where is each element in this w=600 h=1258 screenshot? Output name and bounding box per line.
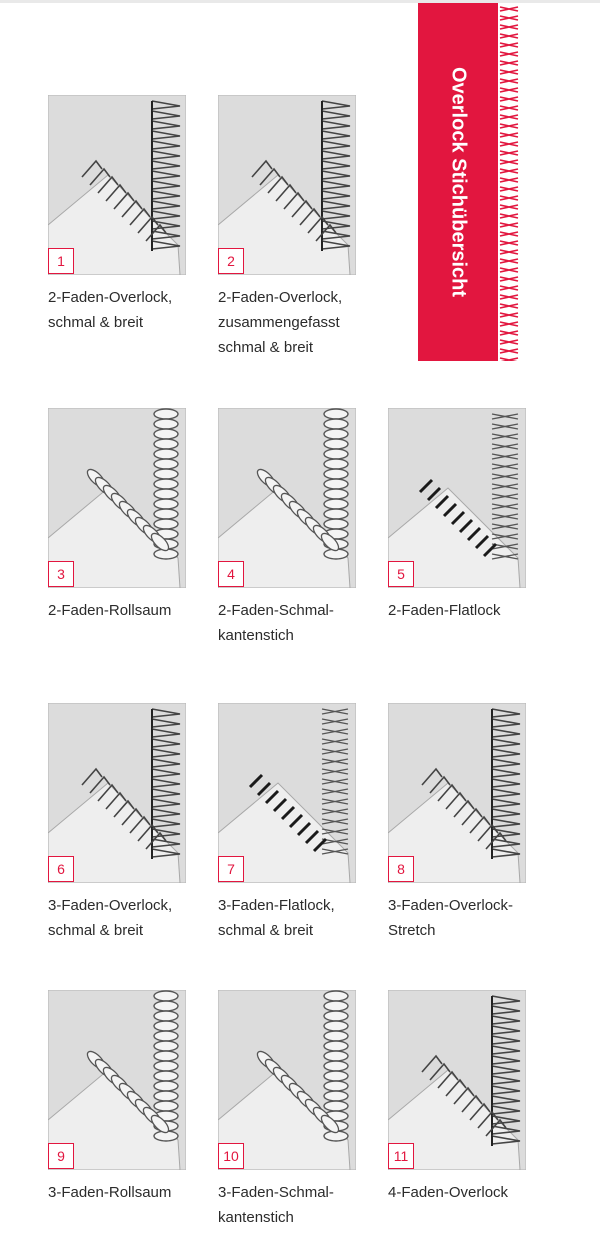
stitch-label-line: kantenstich <box>218 627 294 644</box>
stitch-label-line: 2-Faden-Flatlock <box>388 602 501 619</box>
stitch-label <box>48 598 218 623</box>
stitch-number-badge: 5 <box>388 561 414 587</box>
stitch-label-line: 2-Faden-Rollsaum <box>48 602 172 619</box>
banner-stitch-decoration <box>498 3 522 361</box>
stitch-label-line: 2-Faden-Schmal- <box>218 602 334 619</box>
title-banner <box>418 3 522 361</box>
stitch-number-badge: 7 <box>218 856 244 882</box>
stitch-label <box>218 893 388 943</box>
stitch-label-line: 2-Faden-Overlock, <box>48 289 173 306</box>
stitch-number-badge: 4 <box>218 561 244 587</box>
stitch-label <box>48 893 218 943</box>
stitch-number-badge: 8 <box>388 856 414 882</box>
stitch-label-line: zusammengefasst <box>218 314 340 331</box>
stitch-label-line: 3-Faden-Rollsaum <box>48 1184 172 1201</box>
stitch-number-badge: 9 <box>48 1143 74 1169</box>
stitch-label-line: 3-Faden-Schmal- <box>218 1184 334 1201</box>
banner-title: Overlock Stichübersicht <box>447 66 470 298</box>
stitch-number-badge: 3 <box>48 561 74 587</box>
stitch-label <box>388 1180 558 1205</box>
stitch-label-line: schmal & breit <box>48 314 144 331</box>
stitch-label-line: 3-Faden-Overlock, <box>48 897 173 914</box>
stitch-number-badge: 10 <box>218 1143 244 1169</box>
stitch-label-line: schmal & breit <box>218 922 314 939</box>
stitch-label-line: 4-Faden-Overlock <box>388 1184 509 1201</box>
stitch-label-line: Stretch <box>388 922 436 939</box>
stitch-number-badge: 1 <box>48 248 74 274</box>
stitch-label <box>388 893 558 943</box>
stitch-label <box>218 1180 388 1230</box>
stitch-label-line: schmal & breit <box>48 922 144 939</box>
stitch-label-line: 2-Faden-Overlock, <box>218 289 343 306</box>
stitch-label <box>218 598 388 648</box>
stitch-label <box>388 598 558 623</box>
stitch-number-badge: 11 <box>388 1143 414 1169</box>
stitch-label-line: kantenstich <box>218 1209 294 1226</box>
stitch-number-badge: 6 <box>48 856 74 882</box>
banner-background <box>418 3 498 361</box>
stitch-number-badge: 2 <box>218 248 244 274</box>
stitch-label-line: 3-Faden-Flatlock, <box>218 897 335 914</box>
stitch-label-line: schmal & breit <box>218 339 314 356</box>
stitch-label <box>48 285 218 335</box>
stitch-label-line: 3-Faden-Overlock- <box>388 897 514 914</box>
stitch-label <box>218 285 388 360</box>
stitch-label <box>48 1180 218 1205</box>
